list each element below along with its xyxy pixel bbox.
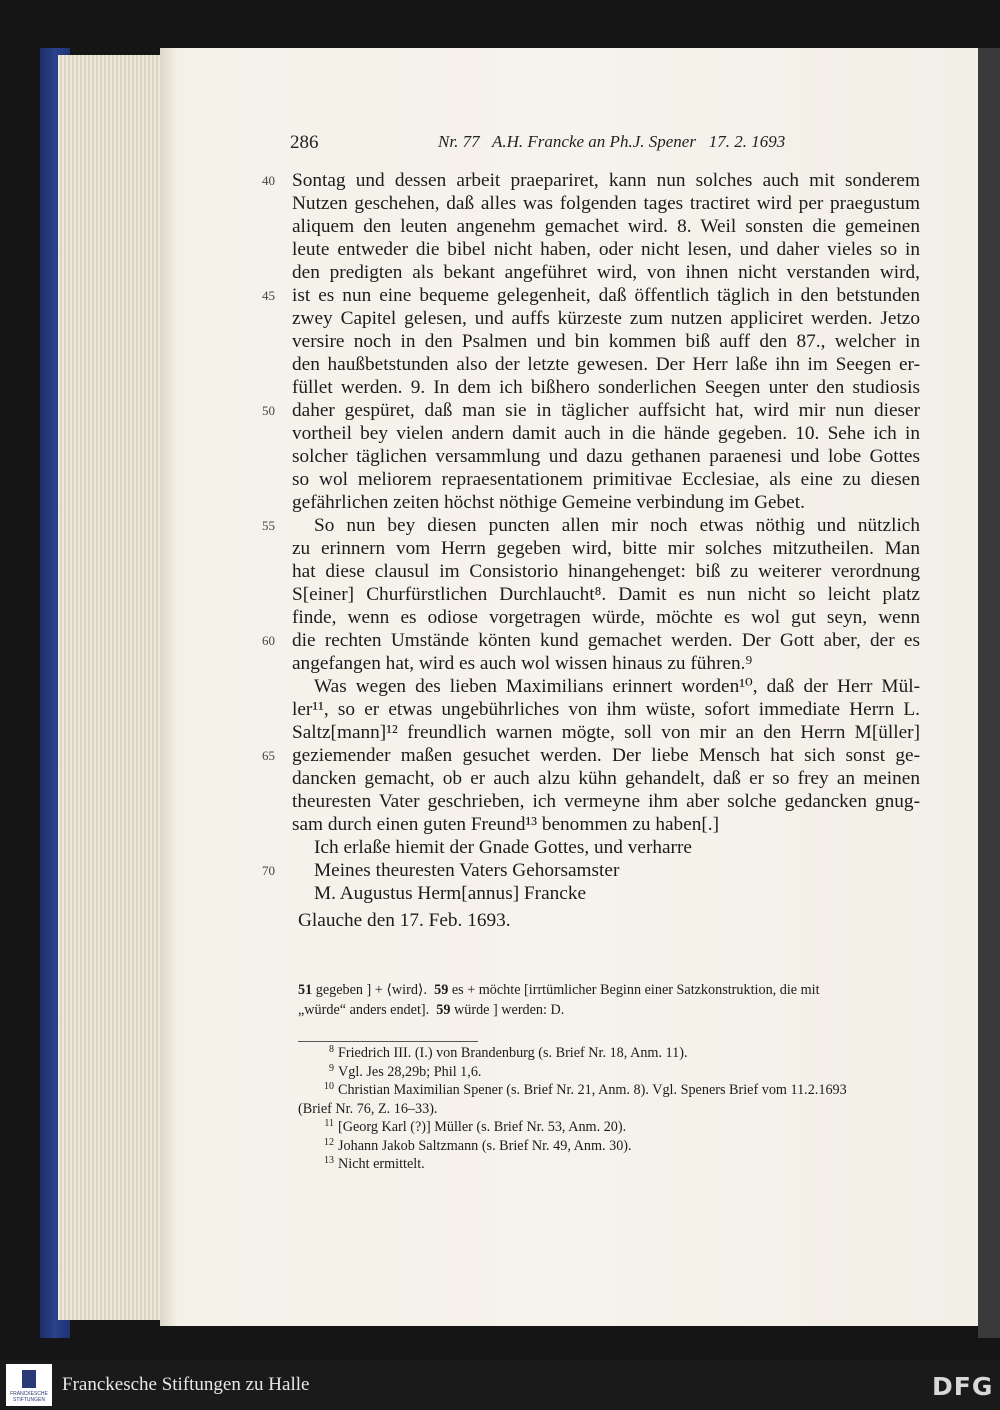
footnote	[298, 1081, 920, 1100]
line-text: zu erinnern vom Herrn gegeben wird, bitte mir solches mitzutheilen. Man	[292, 538, 920, 559]
footnote	[298, 1137, 920, 1156]
line-text: Sontag und dessen arbeit praepariret, kann nun solches auch mit sonderem	[292, 170, 920, 191]
line-text: ler¹¹, so er etwas ungebührliches von ihm wüste, sofort immediate Herrn L.	[292, 699, 920, 720]
line-text: Was wegen des lieben Maximilians erinnert worden¹⁰, daß der Herr Mül-	[314, 676, 920, 697]
critical-apparatus	[298, 980, 920, 1020]
text-line	[292, 721, 920, 744]
text-line	[292, 560, 920, 583]
footnote-number: 12	[324, 1136, 334, 1148]
footnote	[298, 1155, 920, 1174]
line-text: Saltz[mann]¹² freundlich warnen mögte, soll von mir an den Herrn M[üller]	[292, 722, 920, 743]
line-number: 65	[262, 748, 275, 763]
text-line	[292, 836, 920, 859]
footnote-text: (Brief Nr. 76, Z. 16–33).	[298, 1100, 438, 1117]
line-text: vortheil bey vielen andern damit auch in die hände gegeben. 10. Sehe ich in	[292, 423, 920, 444]
text-line	[262, 514, 920, 537]
apparatus-text: würde ] werden: D.	[450, 1002, 565, 1018]
text-line	[262, 169, 920, 192]
line-text: finde, wenn es odiose vorgetragen würde, möchte es wol gut seyn, wenn	[292, 607, 920, 628]
page-edges	[58, 55, 162, 1320]
apparatus-line-ref: 51	[298, 982, 313, 998]
logo-text: FRANCKESCHE STIFTUNGEN	[10, 1391, 48, 1403]
footnote-text: Christian Maximilian Spener (s. Brief Nr. 21, Anm. 8). Vgl. Speners Brief vom 11.2.1693	[338, 1082, 847, 1098]
facing-edge	[978, 48, 1000, 1338]
text-line	[292, 192, 920, 215]
line-number: 50	[262, 403, 275, 418]
line-text: aliquem den leuten angenehm gemachet wird. 8. Weil sonsten die gemeinen	[292, 216, 920, 237]
line-text: solcher täglichen versammlung und dazu gethanen paraenesi und lobe Gottes	[292, 446, 920, 467]
line-text: gefährlichen zeiten höchst nöthige Gemeine verbindung im Gebet.	[292, 492, 805, 513]
text-line	[292, 422, 920, 445]
line-text: geziemender maßen gesuchet werden. Der liebe Mensch hat sich sonst ge-	[292, 745, 920, 766]
line-text: Nutzen geschehen, daß alles was folgenden tages tractiret wird per praegustum	[292, 193, 920, 214]
text-line	[292, 537, 920, 560]
line-number: 55	[262, 518, 275, 533]
running-head: Nr. 77 A.H. Francke an Ph.J. Spener 17. 2. 1693	[438, 132, 786, 151]
footer-title[interactable]: Franckesche Stiftungen zu Halle	[62, 1374, 310, 1395]
apparatus-entry	[298, 980, 920, 1000]
text-line	[292, 376, 920, 399]
line-text: daher gespüret, daß man sie in täglicher auffsicht hat, wird mir nun dieser	[292, 400, 920, 421]
footnote-text: Johann Jakob Saltzmann (s. Brief Nr. 49, Anm. 30).	[338, 1137, 632, 1154]
text-line	[292, 353, 920, 376]
line-number: 40	[262, 173, 275, 188]
line-text: dancken gemacht, ob er auch alzu kühn gehandelt, daß er so frey an meinen	[292, 768, 920, 789]
footnote-text: Friedrich III. (I.) von Brandenburg (s. Brief Nr. 18, Anm. 11).	[338, 1045, 688, 1061]
footnote-number: 13	[324, 1155, 334, 1166]
line-text: den haußbetstunden also der letzte gewesen. Der Herr laße ihn im Seegen er-	[292, 354, 920, 375]
text-line	[262, 399, 920, 422]
line-text: S[einer] Churfürstlichen Durchlaucht⁸. Damit es nun nicht so leicht platz	[292, 584, 920, 605]
text-line	[292, 468, 920, 491]
text-line	[292, 675, 920, 698]
text-line	[292, 767, 920, 790]
dfg-logo[interactable]: DFG	[932, 1372, 994, 1401]
footnote-text: [Georg Karl (?)] Müller (s. Brief Nr. 53, Anm. 20).	[338, 1119, 627, 1135]
footnote	[298, 1063, 920, 1082]
line-text: sam durch einen guten Freund¹³ benommen zu haben[.]	[292, 814, 720, 835]
footnote-text: Vgl. Jes 28,29b; Phil 1,6.	[338, 1063, 482, 1080]
line-text: die rechten Umstände könten kund gemachet werden. Der Gott aber, der es	[292, 630, 920, 651]
text-line	[292, 790, 920, 813]
apparatus-entry	[298, 1000, 920, 1020]
line-number: 60	[262, 633, 275, 648]
text-line	[292, 238, 920, 261]
text-line	[292, 445, 920, 468]
text-line	[292, 307, 920, 330]
line-number: 70	[262, 863, 275, 878]
footnote-rule	[298, 1041, 478, 1042]
text-line	[292, 583, 920, 606]
line-text: versire noch in den Psalmen und bin kommen biß auff den 87., welcher in	[292, 331, 920, 352]
apparatus-line-ref: 59	[436, 1002, 451, 1018]
logo-mark	[22, 1370, 36, 1388]
line-text: theuresten Vater geschrieben, ich vermeyne ihm aber solche gedancken gnug-	[292, 791, 920, 812]
text-line	[292, 882, 920, 905]
footnote-number: 9	[329, 1062, 334, 1074]
line-text: angefangen hat, wird es auch wol wissen hinaus zu führen.⁹	[292, 653, 753, 674]
text-line	[262, 744, 920, 767]
apparatus-text: gegeben ] + ⟨wird⟩.	[312, 982, 435, 998]
line-text: M. Augustus Herm[annus] Francke	[314, 883, 587, 904]
line-text: zwey Capitel gelesen, und auffs kürzeste zum nutzen appliciret werden. Jetzo	[292, 308, 920, 329]
line-text: ist es nun eine bequeme gelegenheit, daß öffentlich täglich in den betstunden	[292, 285, 920, 306]
text-line	[292, 261, 920, 284]
line-number: 45	[262, 288, 275, 303]
letter-body	[262, 169, 920, 905]
apparatus-text: es + möchte [irrtümlicher Beginn einer Satzkonstruktion, die mit	[448, 982, 820, 998]
franckesche-logo-icon[interactable]	[6, 1364, 52, 1406]
line-text: hat diese clausul im Consistorio hinangehenget: biß zu weiterer verordnung	[292, 561, 920, 582]
text-line	[292, 330, 920, 353]
page-number: 286	[290, 132, 319, 153]
date-line: Glauche den 17. Feb. 1693.	[298, 910, 511, 931]
line-text: So nun bey diesen puncten allen mir noch etwas nöthig und nützlich	[314, 515, 920, 536]
footnote-number: 10	[324, 1081, 334, 1092]
footnote-number: 8	[329, 1044, 334, 1055]
text-line	[292, 698, 920, 721]
line-text: Meines theuresten Vaters Gehorsamster	[314, 860, 620, 881]
text-line	[292, 813, 920, 836]
apparatus-line-ref: 59	[434, 982, 449, 998]
footnote	[298, 1044, 920, 1063]
text-line	[262, 859, 920, 882]
footnote-number: 11	[324, 1118, 334, 1129]
apparatus-text: „würde“ anders endet].	[298, 1002, 437, 1018]
text-line	[262, 284, 920, 307]
line-text: den predigten als bekant angeführet wird, von ihnen nicht verstanden wird,	[292, 262, 920, 283]
text-line	[292, 215, 920, 238]
text-line	[292, 606, 920, 629]
footnotes	[298, 1044, 920, 1174]
line-text: so wol meliorem repraesentationem primitivae Ecclesiae, als eine zu diesen	[292, 469, 920, 490]
line-text: Ich erlaße hiemit der Gnade Gottes, und verharre	[314, 837, 692, 858]
text-line	[262, 629, 920, 652]
line-text: leute entweder die bibel nicht haben, oder nicht lesen, und daher vieles so in	[292, 239, 920, 260]
text-line	[292, 652, 920, 675]
footnote-text: Nicht ermittelt.	[338, 1156, 425, 1172]
footnote	[298, 1118, 920, 1137]
line-text: füllet werden. 9. In dem ich bißhero sonderlichen Seegen unter den studiosis	[292, 377, 920, 398]
text-line	[292, 491, 920, 514]
footnote	[298, 1100, 920, 1119]
